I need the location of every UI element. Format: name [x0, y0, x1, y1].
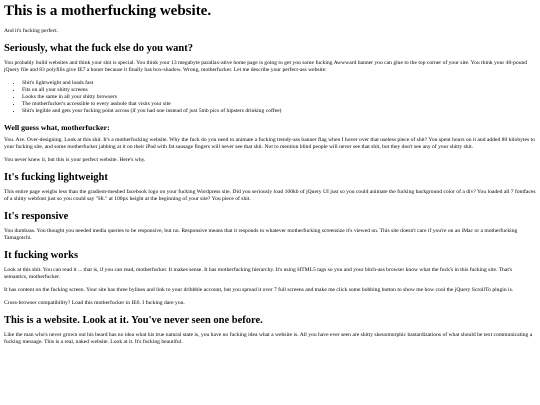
list-item: • Looks the same in all your shitty browsers [22, 94, 536, 101]
heading-works: It fucking works [4, 250, 79, 261]
page-title: This is a motherfucking website. [4, 3, 212, 19]
paragraph-works-2: It has content on the fucking screen. Your site has three bylines and link to your dribbble account, but you spread it over 7 full screens and make me click some bobbing button to show me how cool the jQuery ScrollTo plugin is. [4, 287, 514, 293]
paragraph-website: Like the man who's never grown out his beard has no idea what his true natural state is, you have no fucking idea what a website is. All you have ever seen are shitty skeuomorphic bastardizations of what should be text communicating a fucking message. This is a real, naked website. Look at it. It's fucking beautiful. [4, 332, 533, 345]
paragraph-lightweight: This entire page weighs less than the gradient-meshed facebook logo on your fucking Wordpress site. Did you seriously load 100kb of jQuery UI just so you could animate the fucking background color of a div? You loaded all 7 fontfaces of a shitty webfont just so you could say "Hi." at 100px height at the beginning of your site? You piece of shit. [4, 189, 536, 202]
paragraph-seriously: You probably build websites and think your shit is special. You think your 13 megabyte parallax-ative home page is going to get you some fucking Awwward banner you can glue to the top corner of your site. You think your 40-pound jQuery file and 83 polyfills give IE7 a boner because it finally has box-shadow. Wrong, motherfucker. Let me describe your perfect-ass website: [4, 60, 528, 73]
heading-lightweight: It's fucking lightweight [4, 172, 108, 183]
heading-guess-what: Well guess what, motherfucker: [4, 123, 110, 132]
perfect-website-list [4, 80, 536, 115]
paragraph-perfect-website: You never knew it, but this is your perfect website. Here's why. [4, 157, 146, 163]
heading-responsive: It's responsive [4, 211, 69, 222]
list-item: • Shit's legible and gets your fucking point across (if you had one instead of just 5mb pics of hipsters drinking coffee) [22, 108, 536, 115]
paragraph-over-designing: You. Are. Over-designing. Look at this shit. It's a motherfucking website. Why the fuck do you need to animate a fucking trendy-ass banner flag when I hover over that useless piece of shit? You spent hours on it and added 80 kilobytes to your fucking site, and some motherfucker jabbing at it on their iPad with fat sausage fingers will never see that shit. Not to mention blind people will never see that shit, but they don't see any of your shitty shit. [4, 137, 535, 150]
paragraph-works-1: Look at this shit. You can read it ... that is, if you can read, motherfucker. It makes sense. It has motherfucking hierarchy. It's using HTML5 tags so you and your bitch-ass browser know what the fuck's in this fucking site. That's semantics, motherfucker. [4, 267, 513, 280]
list-item: • Shit's lightweight and loads fast [22, 80, 536, 87]
intro-text: And it's fucking perfect. [4, 28, 59, 34]
list-item: • The motherfucker's accessible to every asshole that visits your site [22, 101, 536, 108]
list-item: • Fits on all your shitty screens [22, 87, 536, 94]
heading-website: This is a website. Look at it. You've never seen one before. [4, 315, 263, 326]
paragraph-works-3: Cross-browser compatibility? Load this motherfucker in IE6. I fucking dare you. [4, 300, 185, 306]
paragraph-responsive: You dumbass. You thought you needed media queries to be responsive, but no. Responsive means that it responds to whatever motherfucking screensize it's viewed on. This site doesn't care if you're on an iMac or a motherfucking Tamagotchi. [4, 228, 518, 241]
heading-seriously: Seriously, what the fuck else do you want? [4, 43, 194, 54]
